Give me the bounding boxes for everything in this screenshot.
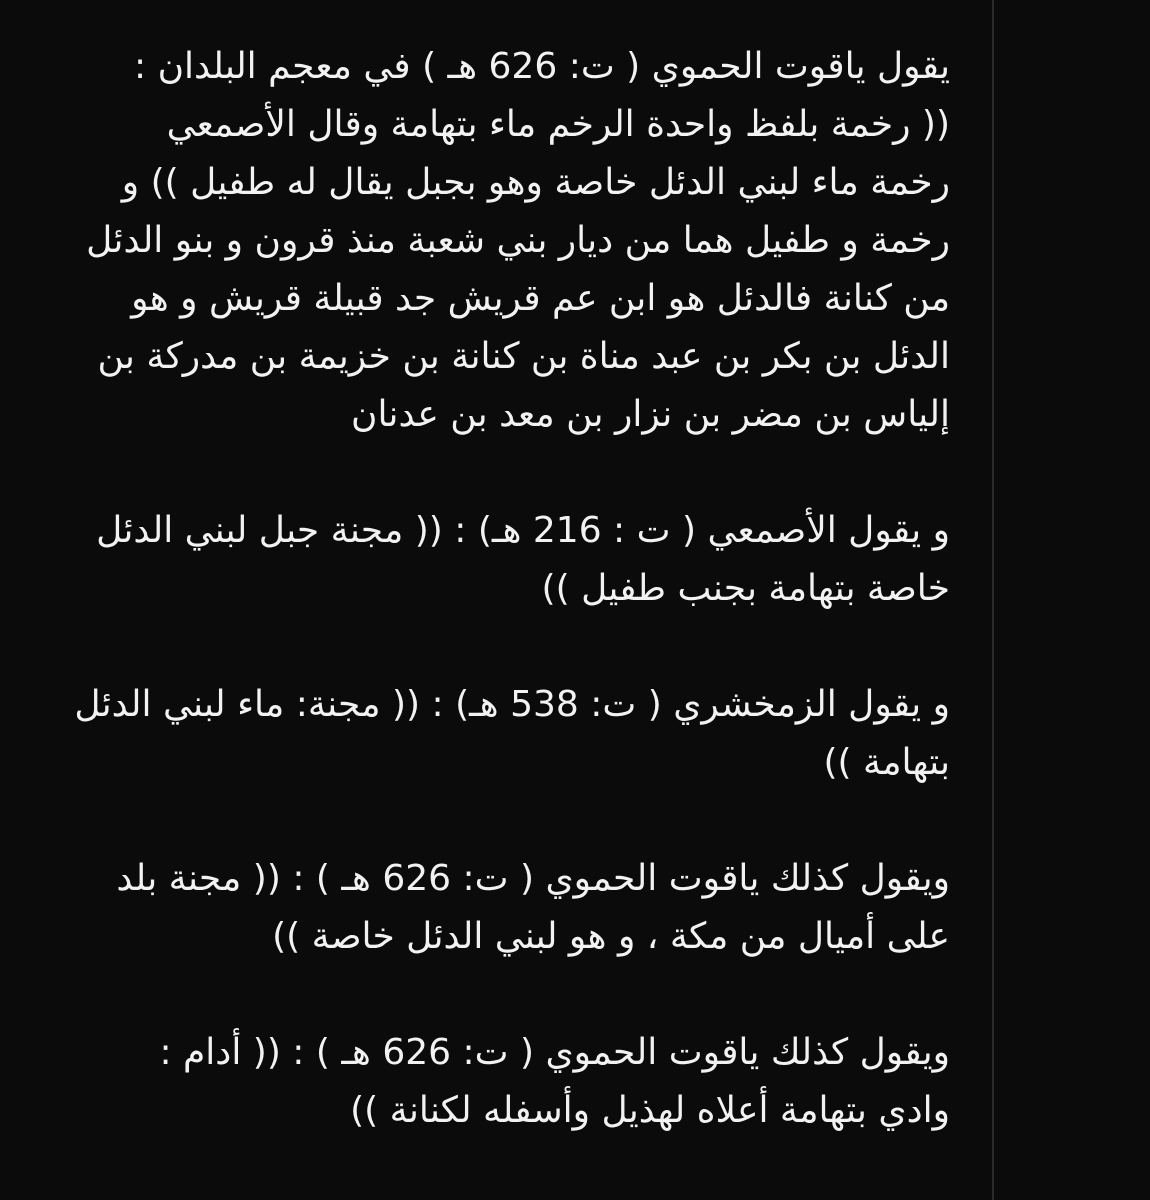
text-line: ويقول كذلك ياقوت الحموي ( ت: 626 هـ ) : (( أدام : [159, 1032, 950, 1073]
text-column [70, 38, 950, 1198]
text-line: إلياس بن مضر بن نزار بن معد بن عدنان [351, 394, 950, 435]
text-line: رخمة ماء لبني الدئل خاصة وهو بجبل يقال له طفيل )) و [121, 162, 950, 203]
text-line: وادي بتهامة أعلاه لهذيل وأسفله لكنانة )) [350, 1090, 950, 1131]
text-line: (( رخمة بلفظ واحدة الرخم ماء بتهامة وقال الأصمعي [166, 104, 950, 145]
text-line: خاصة بتهامة بجنب طفيل )) [541, 568, 950, 609]
text-line: يقول ياقوت الحموي ( ت: 626 هـ ) في معجم البلدان : [134, 46, 950, 87]
paragraph-yaqut-rakhma [70, 38, 950, 444]
text-line: الدئل بن بكر بن عبد مناة بن كنانة بن خزيمة بن مدركة بن [97, 336, 950, 377]
paragraph-yaqut-majanna [70, 850, 950, 966]
text-line: بتهامة )) [823, 742, 950, 783]
text-line: و يقول الزمخشري ( ت: 538 هـ) : (( مجنة: ماء لبني الدئل [74, 684, 950, 725]
paragraph-asmai-majanna [70, 502, 950, 618]
text-line: ويقول كذلك ياقوت الحموي ( ت: 626 هـ ) : (( مجنة بلد [116, 858, 950, 899]
text-line: و يقول الأصمعي ( ت : 216 هـ) : (( مجنة جبل لبني الدئل [96, 510, 950, 551]
vertical-divider [992, 0, 994, 1200]
text-line: رخمة و طفيل هما من ديار بني شعبة منذ قرون و بنو الدئل [86, 220, 950, 261]
paragraph-zamakhshari-majanna [70, 676, 950, 792]
paragraph-yaqut-adam [70, 1024, 950, 1140]
text-line: من كنانة فالدئل هو ابن عم قريش جد قبيلة قريش و هو [131, 278, 950, 319]
text-line: على أميال من مكة ، و هو لبني الدئل خاصة )) [272, 916, 950, 957]
